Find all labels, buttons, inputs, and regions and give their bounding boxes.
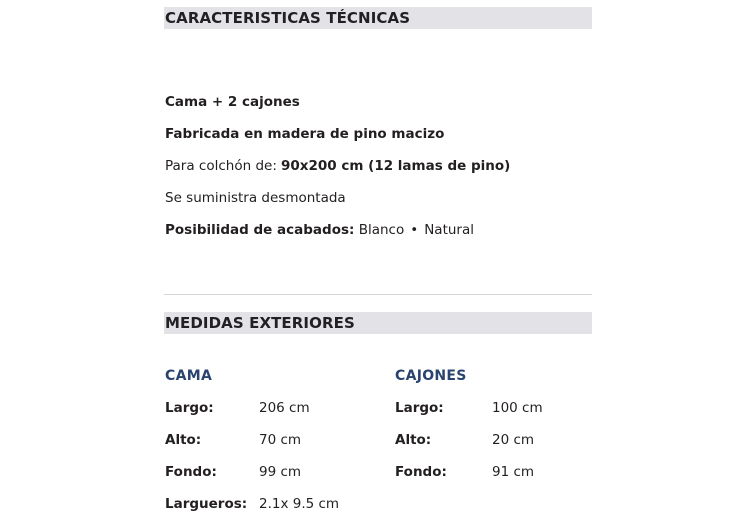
finishes-label: Posibilidad de acabados: bbox=[165, 222, 355, 238]
section-title-caracteristicas: CARACTERISTICAS TÉCNICAS bbox=[165, 9, 411, 27]
spec-line-assembly: Se suministra desmontada bbox=[165, 190, 346, 206]
cama-value-largueros: 2.1x 9.5 cm bbox=[259, 496, 340, 512]
cama-value-alto: 70 cm bbox=[259, 432, 302, 448]
section-divider bbox=[164, 294, 592, 295]
cama-value-fondo: 99 cm bbox=[259, 464, 302, 480]
cama-value-largo: 206 cm bbox=[259, 400, 310, 416]
cajones-value-largo: 100 cm bbox=[492, 400, 543, 416]
column-title-cajones: CAJONES bbox=[395, 368, 467, 384]
cajones-value-fondo: 91 cm bbox=[492, 464, 535, 480]
finish-natural: Natural bbox=[424, 222, 474, 238]
spec-line-material: Fabricada en madera de pino macizo bbox=[165, 126, 445, 142]
column-title-cama: CAMA bbox=[165, 368, 213, 384]
cajones-value-alto: 20 cm bbox=[492, 432, 535, 448]
finish-blanco: Blanco bbox=[358, 222, 405, 238]
section-title-medidas: MEDIDAS EXTERIORES bbox=[165, 314, 355, 332]
bullet-separator: • bbox=[410, 222, 419, 238]
cajones-label-alto: Alto: bbox=[395, 432, 432, 448]
cajones-label-fondo: Fondo: bbox=[395, 464, 447, 480]
cama-label-fondo: Fondo: bbox=[165, 464, 217, 480]
spec-line-cama-cajones: Cama + 2 cajones bbox=[165, 94, 300, 110]
spec-line-finishes bbox=[165, 221, 474, 239]
mattress-label: Para colchón de: bbox=[165, 158, 277, 174]
cajones-label-largo: Largo: bbox=[395, 400, 444, 416]
cama-label-largueros: Largueros: bbox=[165, 496, 248, 512]
spec-line-mattress bbox=[165, 157, 277, 175]
cama-label-alto: Alto: bbox=[165, 432, 202, 448]
mattress-value: 90x200 cm (12 lamas de pino) bbox=[281, 158, 511, 174]
cama-label-largo: Largo: bbox=[165, 400, 214, 416]
